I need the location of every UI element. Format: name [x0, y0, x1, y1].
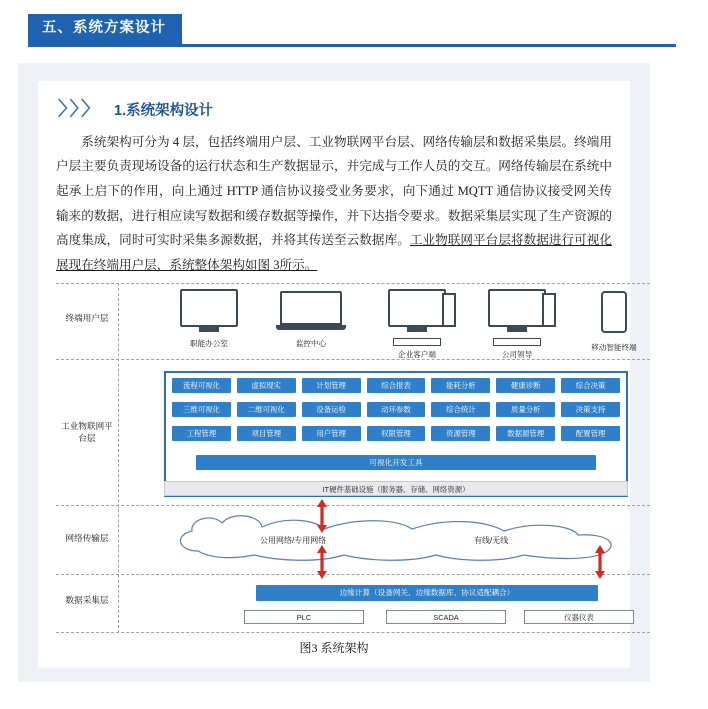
device-enterprise-client — [374, 289, 460, 360]
double-arrow-icon — [316, 499, 328, 533]
layer-label-platform — [56, 421, 118, 444]
platform-tile[interactable]: 三维可视化 — [172, 402, 231, 417]
device-company-leader — [474, 289, 560, 360]
keyboard-icon — [493, 338, 541, 346]
diagram-separator-1 — [56, 359, 650, 360]
edge-computing-bar[interactable]: 边缘计算（设备网关、边缘数据库、协议适配耦合） — [256, 585, 598, 601]
layer-label-platform-line1: 工业物联网平 — [61, 421, 113, 432]
platform-tile-row-2 — [172, 402, 620, 417]
diagram-label-divider — [118, 283, 119, 633]
chevron-right-icon: 〉〉〉 — [58, 98, 103, 120]
double-arrow-icon — [316, 545, 328, 579]
platform-tile[interactable]: 流程可视化 — [172, 378, 231, 393]
platform-tile[interactable]: 设备运检 — [302, 402, 361, 417]
network-label-public: 公用网络/专用网络 — [260, 536, 327, 546]
layer-label-collect: 数据采集层 — [65, 595, 109, 606]
device-caption: 移动智能终端 — [591, 343, 637, 353]
laptop-base — [276, 325, 346, 330]
section-header-bar — [28, 14, 676, 47]
section-title: 五、系统方案设计 — [28, 14, 182, 44]
platform-tile[interactable]: 工程管理 — [172, 426, 231, 441]
platform-tile[interactable]: 资源管理 — [431, 426, 490, 441]
double-arrow-icon — [594, 545, 606, 579]
platform-tile[interactable]: 决策支持 — [561, 402, 620, 417]
platform-tile[interactable]: 质量分析 — [496, 402, 555, 417]
diagram-separator-2 — [56, 505, 650, 506]
platform-tile[interactable]: 综合决策 — [561, 378, 620, 393]
platform-tile[interactable]: 项目管理 — [237, 426, 296, 441]
platform-tile[interactable]: 综合统计 — [431, 402, 490, 417]
platform-tile[interactable]: 综合报表 — [367, 378, 426, 393]
device-caption: 监控中心 — [295, 339, 327, 349]
smartphone-icon — [601, 291, 627, 333]
diagram-separator-3 — [56, 574, 650, 575]
pc-tower-icon — [442, 293, 456, 327]
subsection-title: 1.系统架构设计 — [114, 102, 214, 119]
device-caption: 职能办公室 — [190, 339, 228, 349]
pc-tower-icon — [542, 293, 556, 327]
paragraph-text-main: 系统架构可分为 4 层，包括终端用户层、工业物联网平台层、网络传输层和数据采集层。终端用户层主要负责现场设备的运行状态和生产数据显示，并完成与工作人员的交互。网络传输层在系统中起承上启下的作用，向上通过 HTTP 通信协议接受业务要求，向下通过 MQTT 通信协议接受网关传输来的数据，进行相应读写数据和缓存数据等操作，并下达指令要求。数据采集层实现了生产资源的高度集成，同时可实时采集多源数据，并将其传送至云数据库。 — [56, 134, 612, 248]
platform-tile[interactable]: 配置管理 — [561, 426, 620, 441]
layer-label-platform-line2: 台层 — [78, 432, 96, 443]
platform-tile[interactable]: 能耗分析 — [431, 378, 490, 393]
figure-caption: 图3 系统架构 — [299, 641, 369, 656]
section-divider — [28, 44, 676, 47]
paragraph-text-underlined: 工业物联网平台层将数据进行可视化展现在终端用户层，系统整体架构如图 3所示。 — [56, 233, 613, 272]
content-card — [18, 63, 650, 682]
platform-tile-row-3 — [172, 426, 620, 441]
platform-tile[interactable]: 用户管理 — [302, 426, 361, 441]
device-office — [166, 289, 252, 349]
platform-tile[interactable]: 二维可视化 — [237, 402, 296, 417]
collect-item-scada[interactable]: SCADA — [386, 610, 506, 624]
platform-tile[interactable]: 健康诊断 — [496, 378, 555, 393]
collect-item-plc[interactable]: PLC — [244, 610, 364, 624]
device-monitor-center — [268, 291, 354, 349]
diagram-separator-bottom — [56, 632, 650, 633]
monitor-icon — [180, 289, 238, 327]
cloud-shape-icon — [168, 515, 628, 565]
platform-tile-row-1 — [172, 378, 620, 393]
diagram-separator-top — [56, 283, 650, 284]
layer-label-network: 网络传输层 — [65, 533, 109, 544]
laptop-icon — [280, 291, 342, 325]
device-caption: 企业客户端 — [398, 350, 436, 360]
platform-dev-tool-bar[interactable]: 可视化开发工具 — [196, 455, 596, 470]
body-paragraph — [56, 130, 612, 277]
collect-item-instrument[interactable]: 仪器仪表 — [524, 610, 634, 624]
infrastructure-bar: IT硬件基础设施（服务器、存储、网络资源） — [164, 481, 628, 496]
keyboard-icon — [393, 338, 441, 346]
document-page — [0, 14, 708, 709]
layer-label-terminal: 终端用户层 — [65, 313, 109, 324]
desktop-icon — [488, 289, 546, 327]
subsection-heading — [58, 99, 612, 120]
network-label-wired: 有线/无线 — [474, 536, 509, 546]
platform-tile[interactable]: 数据源管理 — [496, 426, 555, 441]
platform-tile[interactable]: 虚拟现实 — [237, 378, 296, 393]
architecture-diagram — [56, 283, 650, 633]
platform-tile[interactable]: 计划管理 — [302, 378, 361, 393]
device-caption: 公司领导 — [501, 350, 533, 360]
desktop-icon — [388, 289, 446, 327]
platform-tile[interactable]: 权限管理 — [367, 426, 426, 441]
platform-tile[interactable]: 动环参数 — [367, 402, 426, 417]
content-card-inner — [38, 81, 637, 668]
device-mobile-terminal — [571, 291, 657, 353]
